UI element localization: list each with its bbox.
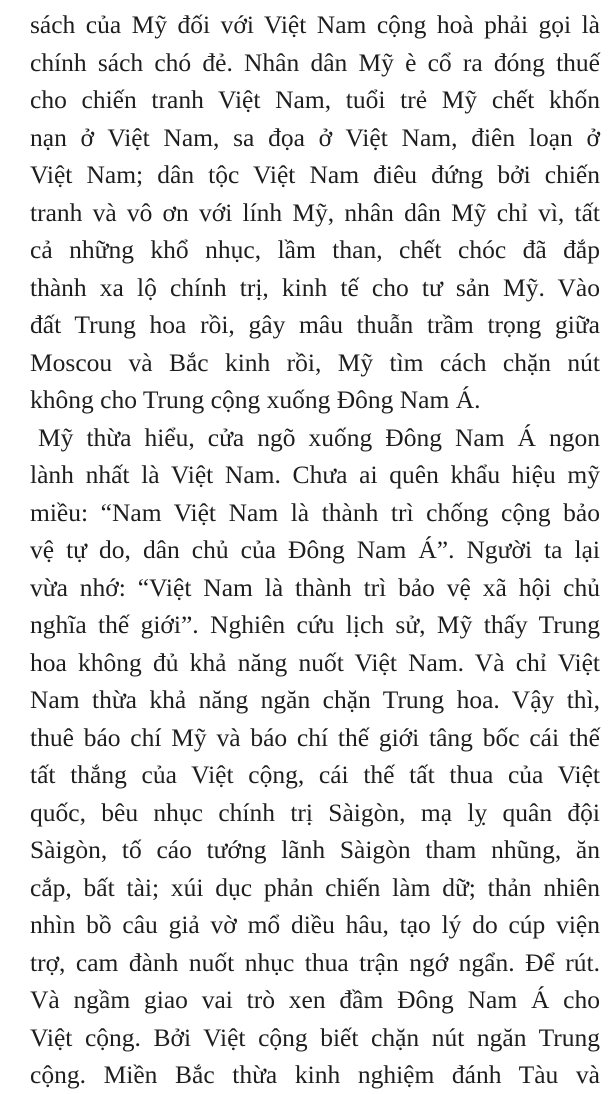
paragraph-1	[30, 6, 600, 419]
text-line: Nam thừa khả năng ngăn chặn Trung hoa. Vậy thì,	[30, 685, 600, 714]
text-line: lành nhất là Việt Nam. Chưa ai quên khẩu hiệu mỹ	[30, 460, 600, 489]
text-line: Việt Nam; dân tộc Việt Nam điêu đứng bởi chiến	[30, 160, 600, 189]
text-line: vệ tự do, dân chủ của Đông Nam Á”. Người ta lại	[30, 535, 600, 564]
text-line: Sàigòn, tố cáo tướng lãnh Sàigòn tham nhũng, ăn	[30, 835, 600, 864]
text-line: trợ, cam đành nuốt nhục thua trận ngớ ngẩn. Để rút.	[30, 947, 600, 977]
text-line: vừa nhớ: “Việt Nam là thành trì bảo vệ xã hội chủ	[30, 572, 600, 602]
text-line: Và ngầm giao vai trò xen đầm Đông Nam Á cho	[30, 985, 600, 1014]
text-line: Mỹ thừa hiểu, cửa ngõ xuống Đông Nam Á ngon	[38, 422, 600, 452]
text-line: thành xa lộ chính trị, kinh tế cho tư sản Mỹ. Vào	[30, 272, 600, 302]
page-text	[30, 6, 600, 1094]
text-line: cộng. Miền Bắc thừa kinh nghiệm đánh Tàu và	[30, 1060, 600, 1089]
text-line: hoa không đủ khả năng nuốt Việt Nam. Và chỉ Việt	[30, 647, 600, 677]
text-line: Moscou và Bắc kinh rồi, Mỹ tìm cách chặn nút	[30, 347, 600, 377]
text-line: tranh và vô ơn với lính Mỹ, nhân dân Mỹ chỉ vì, tất	[30, 197, 600, 227]
text-line: cả những khổ nhục, lầm than, chết chóc đã đắp	[30, 235, 600, 264]
text-line: miều: “Nam Việt Nam là thành trì chống cộng bảo	[30, 497, 600, 527]
text-line: nhìn bồ câu giả vờ mổ diều hâu, tạo lý do cúp viện	[30, 910, 600, 939]
text-line: nghĩa thế giới”. Nghiên cứu lịch sử, Mỹ thấy Trung	[30, 610, 600, 639]
text-line: thuê báo chí Mỹ và báo chí thế giới tâng bốc cái thế	[30, 722, 600, 752]
text-line: nạn ở Việt Nam, sa đọa ở Việt Nam, điên loạn ở	[30, 122, 600, 152]
paragraph-2	[30, 419, 600, 1094]
text-line: chính sách chó đẻ. Nhân dân Mỹ è cổ ra đóng thuế	[30, 47, 600, 77]
text-line: không cho Trung cộng xuống Đông Nam Á.	[30, 385, 481, 414]
text-line: sách của Mỹ đối với Việt Nam cộng hoà phải gọi là	[30, 10, 600, 39]
text-line: quốc, bêu nhục chính trị Sàigòn, mạ lỵ quân đội	[30, 797, 600, 827]
text-line: tất thắng của Việt cộng, cái thế tất thua của Việt	[30, 760, 600, 789]
text-line: cho chiến tranh Việt Nam, tuổi trẻ Mỹ chết khốn	[30, 85, 600, 114]
text-line: cắp, bất tài; xúi dục phản chiến làm dữ; thản nhiên	[30, 872, 600, 902]
text-line: Việt cộng. Bởi Việt cộng biết chặn nút ngăn Trung	[30, 1022, 600, 1052]
text-line: đất Trung hoa rồi, gây mâu thuẫn trầm trọng giữa	[30, 310, 600, 339]
